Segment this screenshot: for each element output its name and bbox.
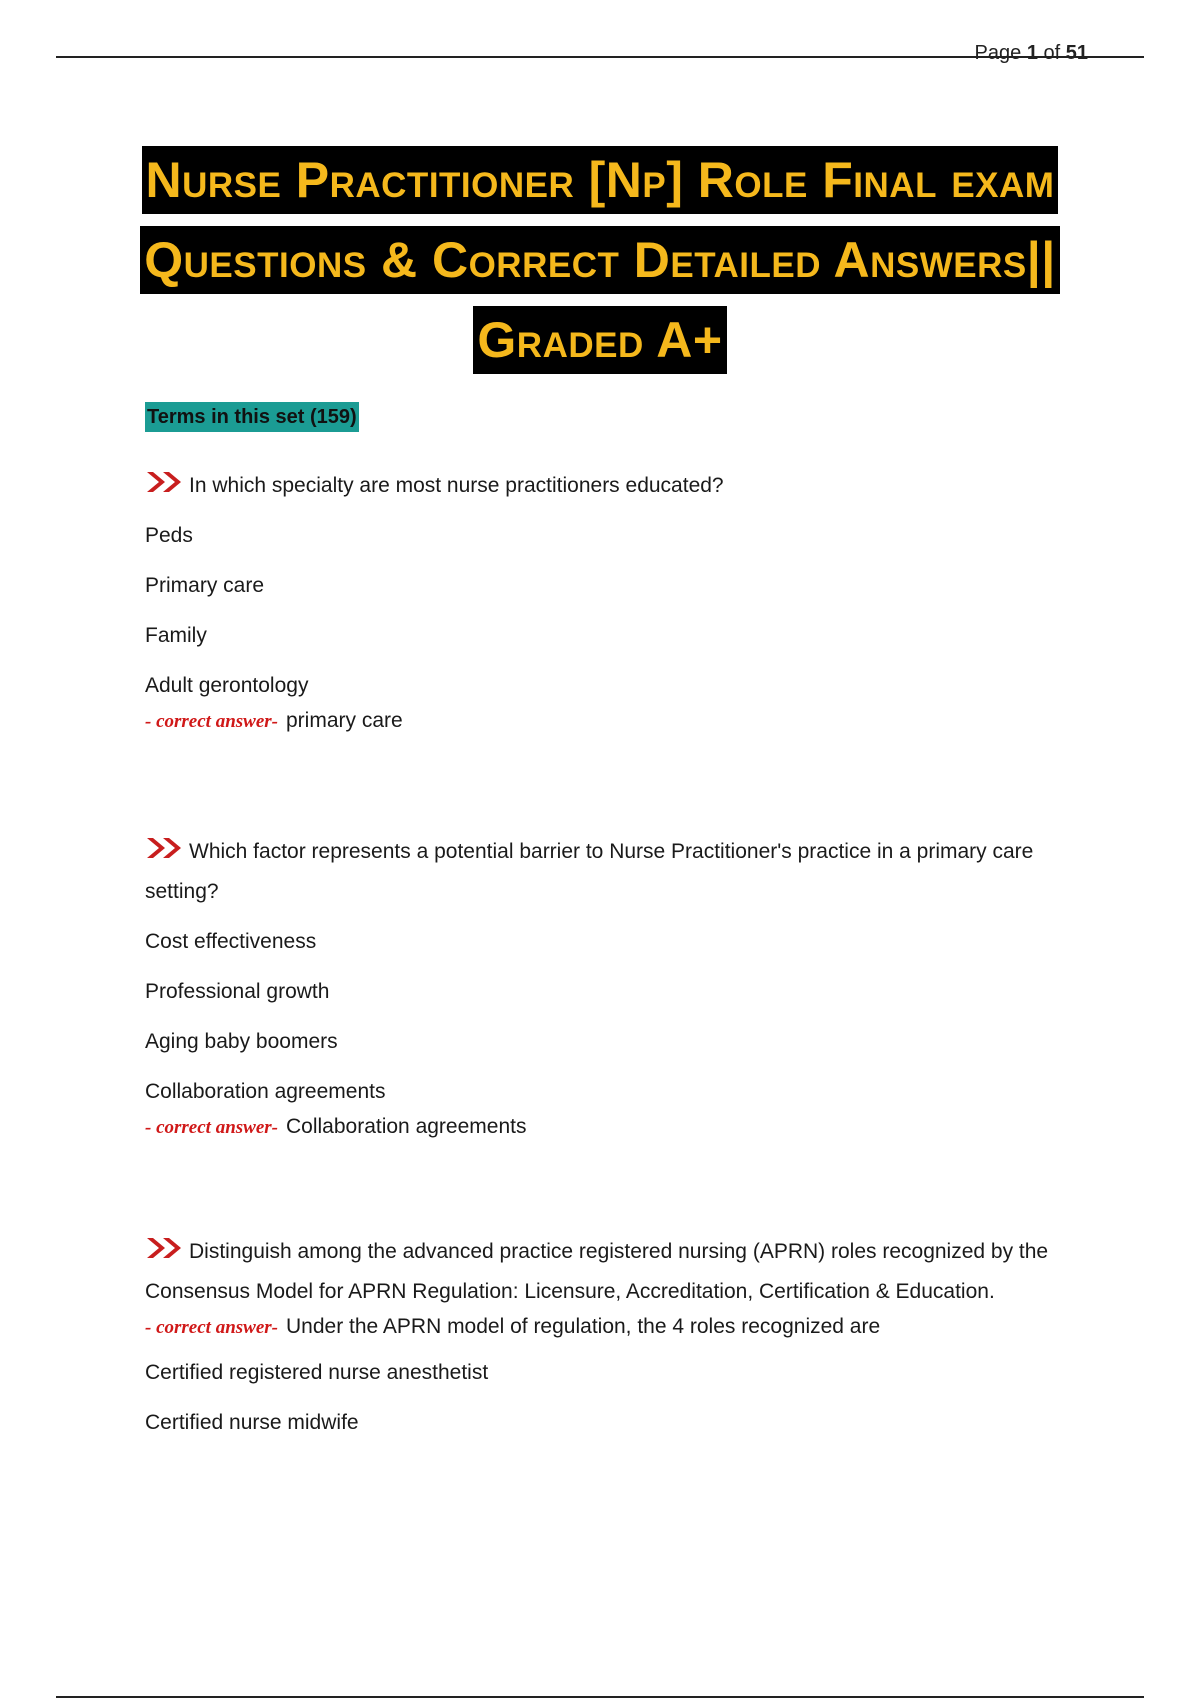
option-3: Aging baby boomers [145,1030,338,1053]
page-prefix: Page [974,42,1022,64]
question-2-text: Which factor represents a potential barrier to Nurse Practitioner's practice in a primary care setting? [145,840,1034,903]
question-text [145,466,1095,506]
double-chevron-icon [145,836,185,860]
page-of: of [1043,42,1061,64]
document-title [0,146,1200,386]
title-line-2: Questions & Correct Detailed Answers|| [140,226,1059,294]
question-block-2 [145,832,1095,1143]
answer-text: primary care [285,709,403,732]
question-text [145,832,1095,912]
page-number [975,42,1088,65]
answer-line [145,1112,1095,1143]
title-line-3: Graded A+ [473,306,726,374]
option-1: Peds [145,524,193,547]
correct-answer-tag: - correct answer- [145,1117,278,1138]
terms-count-label: Terms in this set (159) [145,402,359,432]
footer-rule [56,1696,1144,1698]
question-1-text: In which specialty are most nurse practitioners educated? [189,474,724,497]
option-1: Cost effectiveness [145,930,317,953]
option-3: Family [145,624,207,647]
page-current: 1 [1026,42,1038,64]
followup-2: Certified nurse midwife [145,1411,359,1434]
correct-answer-tag: - correct answer- [145,1317,278,1338]
answer-line [145,706,1095,737]
correct-answer-tag: - correct answer- [145,711,278,732]
option-2: Primary care [145,574,265,597]
page-total: 51 [1065,42,1088,64]
question-3-text: Distinguish among the advanced practice registered nursing (APRN) roles recognized by the Consensus Model for APRN Regulation: Licensure, Accreditation, Certification & Education. [145,1240,1049,1303]
double-chevron-icon [145,1236,185,1260]
answer-text: Under the APRN model of regulation, the 4 roles recognized are [285,1315,881,1338]
answer-text: Collaboration agreements [285,1115,527,1138]
followup-1: Certified registered nurse anesthetist [145,1361,489,1384]
double-chevron-icon [145,470,185,494]
question-block-1 [145,466,1095,737]
question-block-3 [145,1232,1095,1443]
option-4: Adult gerontology [145,674,309,697]
title-line-1: Nurse Practitioner [Np] Role Final exam [142,146,1059,214]
answer-line [145,1312,1095,1343]
question-text [145,1232,1095,1312]
option-2: Professional growth [145,980,330,1003]
option-4: Collaboration agreements [145,1080,386,1103]
